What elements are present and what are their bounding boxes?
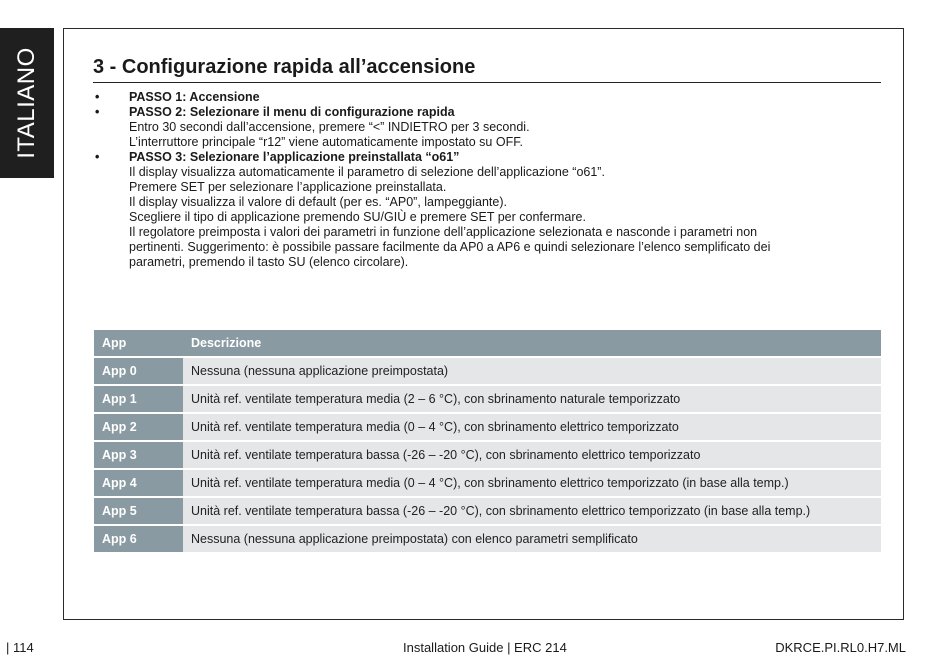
bullet: •: [95, 105, 100, 119]
table-row: [94, 526, 881, 552]
section-title: 3 - Configurazione rapida all’accensione: [93, 56, 881, 83]
description-cell: Nessuna (nessuna applicazione preimpostata): [183, 358, 881, 384]
step-text: Il display visualizza automaticamente il parametro di selezione dell’applicazione “o61”.: [129, 165, 605, 179]
document-code: DKRCE.PI.RL0.H7.ML: [775, 640, 906, 655]
app-cell: App 5: [94, 498, 183, 524]
step-item: [95, 90, 875, 105]
step-text: parametri, premendo il tasto SU (elenco circolare).: [129, 255, 409, 269]
description-cell: Unità ref. ventilate temperatura bassa (-26 – -20 °C), con sbrinamento elettrico temporizzato (in base alla temp.): [183, 498, 881, 524]
table-row: [94, 414, 881, 440]
step-heading: PASSO 1: Accensione: [129, 90, 260, 104]
table-row: [94, 498, 881, 524]
app-cell: App 4: [94, 470, 183, 496]
table-row: [94, 386, 881, 412]
step-text: pertinenti. Suggerimento: è possibile passare facilmente da AP0 a AP6 e quindi selezionare l’elenco semplificato dei: [129, 240, 771, 254]
applications-table: [94, 328, 881, 554]
bullet: •: [95, 150, 100, 164]
description-cell: Nessuna (nessuna applicazione preimpostata) con elenco parametri semplificato: [183, 526, 881, 552]
footer-guide-title: Installation Guide | ERC 214: [403, 640, 567, 655]
table-row: [94, 358, 881, 384]
app-cell: App 3: [94, 442, 183, 468]
table-header-row: [94, 330, 881, 356]
page-number: | 114: [6, 640, 34, 655]
app-cell: App 2: [94, 414, 183, 440]
step-text: Il regolatore preimposta i valori dei parametri in funzione dell’applicazione selezionata e nasconde i parametri non: [129, 225, 758, 239]
bullet: •: [95, 90, 100, 104]
column-header-description: Descrizione: [183, 330, 881, 356]
app-cell: App 0: [94, 358, 183, 384]
step-text: Premere SET per selezionare l’applicazione preinstallata.: [129, 180, 447, 194]
description-cell: Unità ref. ventilate temperatura bassa (-26 – -20 °C), con sbrinamento elettrico temporizzato: [183, 442, 881, 468]
app-cell: App 6: [94, 526, 183, 552]
description-cell: Unità ref. ventilate temperatura media (0 – 4 °C), con sbrinamento elettrico temporizzato: [183, 414, 881, 440]
description-cell: Unità ref. ventilate temperatura media (2 – 6 °C), con sbrinamento naturale temporizzato: [183, 386, 881, 412]
column-header-app: App: [94, 330, 183, 356]
step-heading: PASSO 2: Selezionare il menu di configurazione rapida: [129, 105, 455, 119]
table-row: [94, 470, 881, 496]
step-text: Il display visualizza il valore di default (per es. “AP0”, lampeggiante).: [129, 195, 507, 209]
language-tab-label: ITALIANO: [13, 47, 40, 159]
app-cell: App 1: [94, 386, 183, 412]
table-row: [94, 442, 881, 468]
step-text: L’interruttore principale “r12” viene automaticamente impostato su OFF.: [129, 135, 523, 149]
description-cell: Unità ref. ventilate temperatura media (0 – 4 °C), con sbrinamento elettrico temporizzato (in base alla temp.): [183, 470, 881, 496]
language-tab: [0, 28, 54, 178]
step-text: Entro 30 secondi dall’accensione, premere “<” INDIETRO per 3 secondi.: [129, 120, 530, 134]
step-item: [95, 105, 875, 150]
step-item: [95, 150, 875, 270]
step-text: Scegliere il tipo di applicazione premendo SU/GIÙ e premere SET per confermare.: [129, 210, 586, 224]
steps-list: [95, 90, 875, 270]
step-heading: PASSO 3: Selezionare l’applicazione preinstallata “o61”: [129, 150, 460, 164]
